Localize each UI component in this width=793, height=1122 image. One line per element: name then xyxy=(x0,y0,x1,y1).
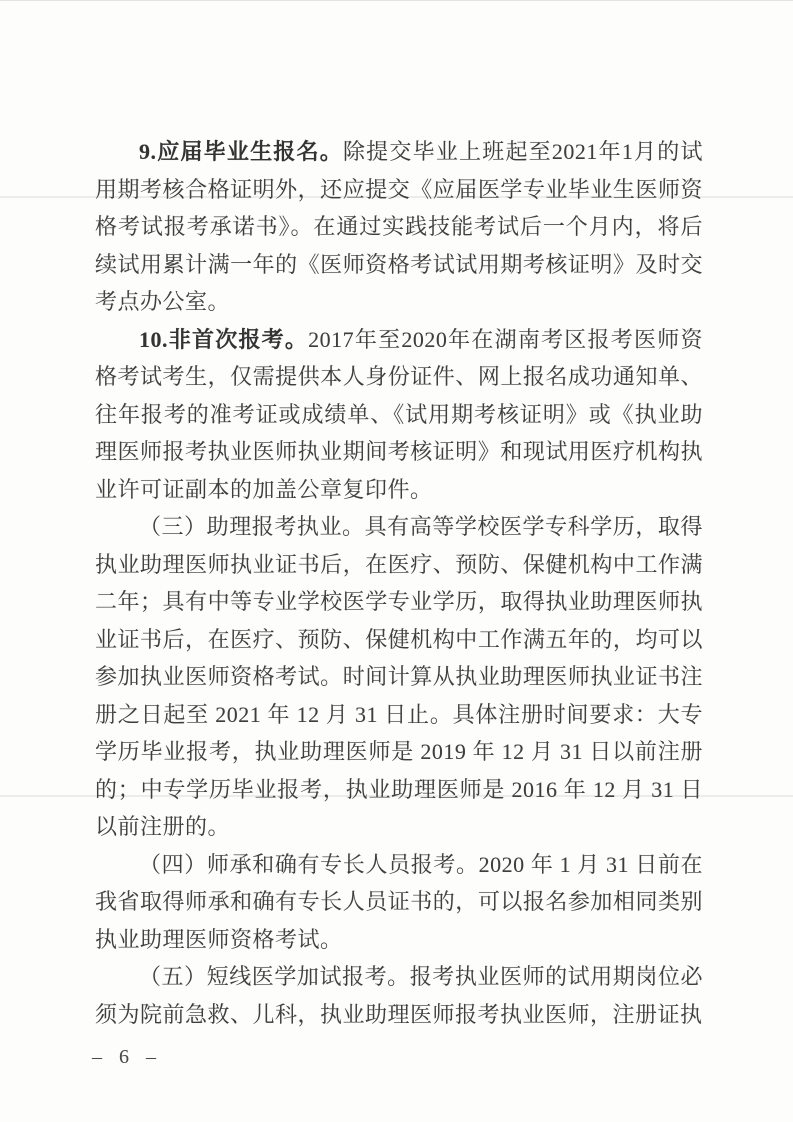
paragraph-assistant-to-practicing xyxy=(95,508,703,846)
paragraph-text: 除提交毕业上班起至2021年1月的试用期考核合格证明外，还应提交《应届医学专业毕业生医师资格考试报考承诺书》。在通过实践技能考试后一个月内，将后续试用累计满一年的《医师资格考试试用期考核证明》及时交考点办公室。 xyxy=(95,139,703,314)
paragraph-lead: 10.非首次报考。 xyxy=(139,326,309,352)
document-body xyxy=(95,133,703,1033)
paragraph-text: （三）助理报考执业。具有高等学校医学专科学历，取得执业助理医师执业证书后，在医疗、预防、保健机构中工作满二年；具有中等专业学校医学专业学历，取得执业助理医师执业证书后，在医疗、预防、保健机构中工作满五年的，均可以参加执业医师资格考试。时间计算从执业助理医师执业证书注册之日起至 2021 年 12 月 31 日止。具体注册时间要求：大专学历毕业报考，执业助理医师是 2019 年 12 月 31 日以前注册的；中专学历毕业报考，执业助理医师是 2016 年 12 月 31 日以前注册的。 xyxy=(95,514,703,839)
paragraph-text: （五）短线医学加试报考。报考执业医师的试用期岗位必须为院前急救、儿科，执业助理医师报考执业医师，注册证执 xyxy=(95,964,703,1027)
paragraph-text: （四）师承和确有专长人员报考。2020 年 1 月 31 日前在我省取得师承和确有专长人员证书的，可以报名参加相同类别执业助理医师资格考试。 xyxy=(95,851,703,952)
paragraph-shortline-medicine-extra-test xyxy=(95,958,703,1033)
paragraph-lead: 9.应届毕业生报名。 xyxy=(139,139,343,164)
paragraph-text: 2017年至2020年在湖南考区报考医师资格考试考生，仅需提供本人身份证件、网上报名成功通知单、往年报考的准考证或成绩单、《试用期考核证明》或《执业助理医师报考执业医师执业期间考核证明》和现试用医疗机构执业许可证副本的加盖公章复印件。 xyxy=(95,326,703,502)
scan-artifact-line xyxy=(0,0,793,1)
paragraph-non-first-time-registration xyxy=(95,321,703,509)
paragraph-mentorship-specialty xyxy=(95,846,703,959)
page-number: – 6 – xyxy=(92,1046,162,1068)
paragraph-fresh-graduate-registration xyxy=(95,133,703,321)
